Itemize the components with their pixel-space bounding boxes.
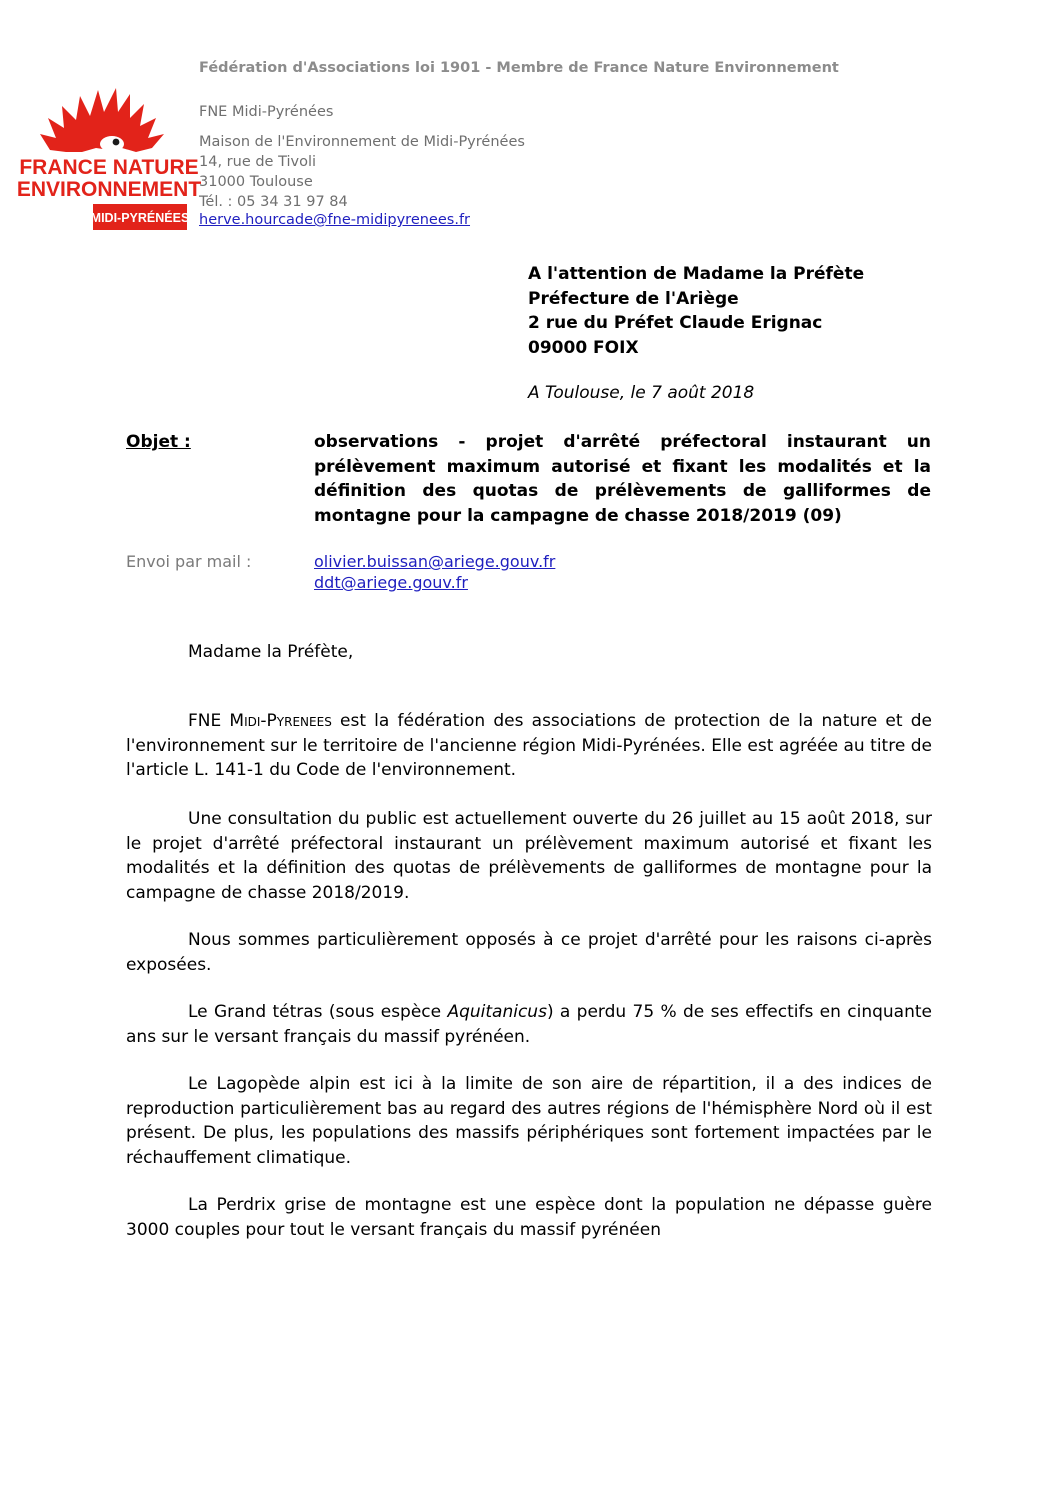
federation-tagline: Fédération d'Associations loi 1901 - Membre de France Nature Environnement <box>199 60 839 76</box>
org-name: FNE Midi-Pyrénées <box>199 104 334 120</box>
recipient-line4: 09000 FOIX <box>528 337 639 358</box>
envoi-emails <box>314 551 555 593</box>
paragraph-1 <box>126 709 932 783</box>
objet-label: Objet : <box>126 432 191 452</box>
paragraph-4-italic: Aquitanicus <box>447 1002 547 1022</box>
paragraph-4 <box>126 1000 932 1049</box>
fne-logo <box>16 82 202 234</box>
logo-line2: ENVIRONNEMENT <box>16 178 202 201</box>
recipient-block <box>528 262 864 360</box>
address-line1: Maison de l'Environnement de Midi-Pyrénées <box>199 134 525 150</box>
salutation: Madame la Préfète, <box>188 642 354 662</box>
paragraph-5 <box>126 1072 932 1170</box>
paragraph-2 <box>126 807 932 905</box>
paragraph-4-text-b: ) a perdu 75 % de ses effectifs en cinquante ans sur le versant français du massif pyrénéen. <box>126 1002 932 1047</box>
envoi-label: Envoi par mail : <box>126 552 252 571</box>
envoi-email-2[interactable]: ddt@ariege.gouv.fr <box>314 573 468 592</box>
hedgehog-logo-icon <box>16 82 202 234</box>
address-line2: 14, rue de Tivoli <box>199 154 317 170</box>
sender-email-line <box>199 210 470 230</box>
paragraph-4-text-a: Le Grand tétras (sous espèce <box>188 1002 448 1022</box>
objet-text: observations - projet d'arrêté préfectoral instaurant un prélèvement maximum autorisé et fixant les modalités et la définition des quotas de prélèvements de galliformes de montagne pour la campagne de chasse 2018/2019 (09) <box>314 432 931 526</box>
org-name-inline: FNE Midi-Pyrenees <box>188 711 332 731</box>
letter-date: A Toulouse, le 7 août 2018 <box>528 383 755 403</box>
sender-email-link[interactable]: herve.hourcade@fne-midipyrenees.fr <box>199 212 471 228</box>
recipient-line3: 2 rue du Préfet Claude Erignac <box>528 313 823 333</box>
paragraph-1-text: est la fédération des associations de protection de la nature et de l'environnement sur le territoire de l'ancienne région Midi-Pyrénées. Elle est agréée au titre de l'article L. 141-1 du Code de l'environnement. <box>126 711 932 780</box>
envoi-email-1[interactable]: olivier.buissan@ariege.gouv.fr <box>314 552 556 571</box>
recipient-line1: A l'attention de Madame la Préfète <box>528 264 865 284</box>
paragraph-3-text: Nous sommes particulièrement opposés à ce projet d'arrêté pour les raisons ci-après exposées. <box>126 930 932 975</box>
paragraph-3 <box>126 928 932 977</box>
recipient-line2: Préfecture de l'Ariège <box>528 288 739 309</box>
paragraph-5-text: Le Lagopède alpin est ici à la limite de son aire de répartition, il a des indices de reproduction particulièrement bas au regard des autres régions de l'hémisphère Nord où il est présent. De plus, les populations des massifs périphériques sont fortement impactées par le réchauffement climatique. <box>126 1074 932 1168</box>
paragraph-2-text: Une consultation du public est actuellement ouverte du 26 juillet au 15 août 2018, sur le projet d'arrêté préfectoral instaurant un prélèvement maximum autorisé et fixant les modalités et la définition des quotas de prélèvements de galliformes de montagne pour la campagne de chasse 2018/2019. <box>126 809 932 903</box>
phone: Tél. : 05 34 31 97 84 <box>199 194 348 210</box>
paragraph-6-text: La Perdrix grise de montagne est une espèce dont la population ne dépasse guère 3000 couples pour tout le versant français du massif pyrénéen <box>126 1195 932 1240</box>
paragraph-6 <box>126 1193 932 1242</box>
address-line3: 31000 Toulouse <box>199 174 313 190</box>
logo-region: MIDI-PYRÉNÉES <box>90 211 190 225</box>
logo-line1: FRANCE NATURE <box>19 156 199 179</box>
